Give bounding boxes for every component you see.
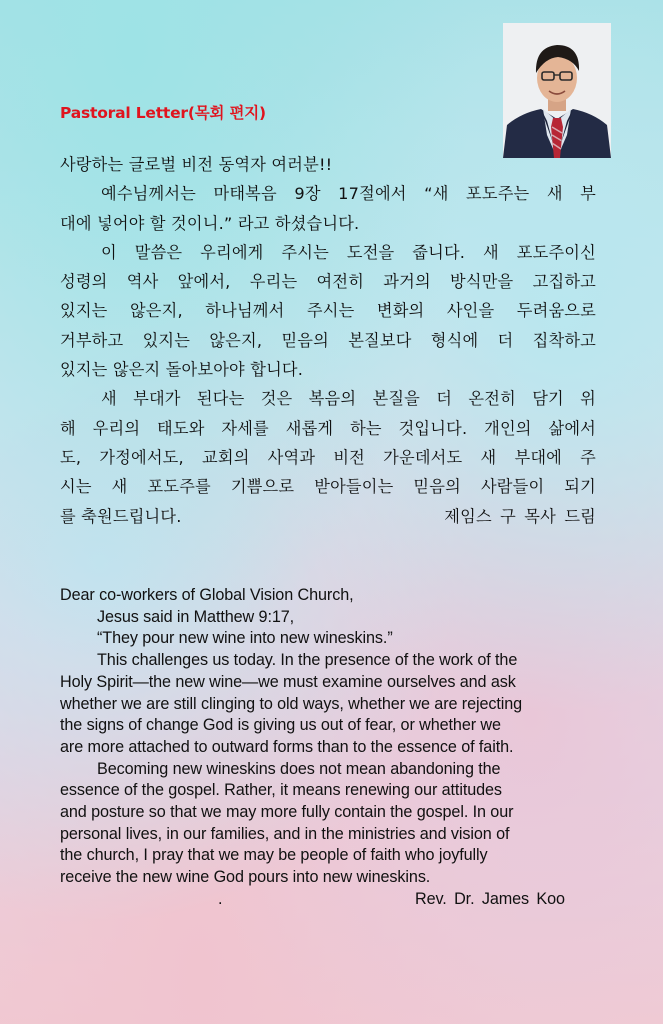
english-closing-row bbox=[60, 889, 605, 911]
english-quote: “They pour new wine into new wineskins.” bbox=[97, 629, 393, 648]
english-paragraph-line: the church, I pray that we may be people of faith who joyfully bbox=[60, 846, 488, 865]
korean-paragraph-line: 있지는 않은지 돌아보아야 합니다. bbox=[60, 360, 304, 380]
english-paragraph-line: Becoming new wineskins does not mean abandoning the bbox=[97, 759, 501, 778]
korean-paragraph-line: 성령의 역사 앞에서, 우리는 여전히 과거의 방식만을 고집하고 bbox=[60, 272, 596, 292]
korean-paragraph-line: 있지는 않은지, 하나님께서 주시는 변화의 사인을 두려움으로 bbox=[60, 301, 596, 321]
english-greeting: Dear co-workers of Global Vision Church, bbox=[60, 586, 354, 604]
english-paragraph-line: personal lives, in our families, and in the ministries and vision of bbox=[60, 824, 510, 843]
korean-greeting: 사랑하는 글로벌 비전 동역자 여러분!! bbox=[60, 155, 333, 174]
english-paragraph-line: essence of the gospel. Rather, it means renewing our attitudes bbox=[60, 781, 502, 800]
korean-paragraph-line: 이 말씀은 우리에게 주시는 도전을 줍니다. 새 포도주이신 bbox=[101, 242, 596, 262]
english-letter bbox=[60, 585, 605, 911]
english-paragraph-line: and posture so that we may more fully contain the gospel. In our bbox=[60, 803, 514, 822]
english-paragraph-line: receive the new wine God pours into new wineskins. bbox=[60, 868, 431, 887]
korean-letter bbox=[60, 150, 596, 531]
page-title: Pastoral Letter(목회 편지) bbox=[60, 104, 266, 122]
korean-paragraph-line: 시는 새 포도주를 기쁨으로 받아들이는 믿음의 사람들이 되기 bbox=[60, 477, 596, 497]
korean-paragraph-line: 대에 넣어야 할 것이니.” 라고 하셨습니다. bbox=[60, 213, 360, 233]
pastor-portrait-photo bbox=[503, 23, 611, 158]
english-paragraph-line: the signs of change God is giving us out of fear, or whether we bbox=[60, 716, 501, 735]
english-line: Jesus said in Matthew 9:17, bbox=[97, 607, 295, 626]
korean-paragraph-line: 도, 가정에서도, 교회의 사역과 비전 가운데서도 새 부대에 주 bbox=[60, 447, 596, 467]
korean-paragraph-line: 예수님께서는 마태복음 9장 17절에서 “새 포도주는 새 부 bbox=[101, 184, 596, 204]
english-paragraph-line: Holy Spirit—the new wine—we must examine ourselves and ask bbox=[60, 672, 516, 691]
english-paragraph-line: This challenges us today. In the presence of the work of the bbox=[97, 651, 518, 670]
stray-dot: . bbox=[218, 889, 223, 908]
korean-closing-row bbox=[60, 502, 596, 531]
korean-paragraph-line: 해 우리의 태도와 자세를 새롭게 하는 것입니다. 개인의 삶에서 bbox=[60, 418, 596, 438]
korean-paragraph-line: 를 축원드립니다. bbox=[60, 506, 182, 526]
english-paragraph-line: whether we are still clinging to old ways, whether we are rejecting bbox=[60, 694, 523, 713]
korean-paragraph-line: 새 부대가 된다는 것은 복음의 본질을 더 온전히 담기 위 bbox=[101, 389, 596, 409]
english-paragraph-line: are more attached to outward forms than to the essence of faith. bbox=[60, 737, 514, 756]
korean-signature: 제임스 구 목사 드림 bbox=[444, 506, 596, 526]
english-signature: Rev. Dr. James Koo bbox=[415, 889, 565, 908]
korean-paragraph-line: 거부하고 있지는 않은지, 믿음의 본질보다 형식에 더 집착하고 bbox=[60, 330, 596, 350]
